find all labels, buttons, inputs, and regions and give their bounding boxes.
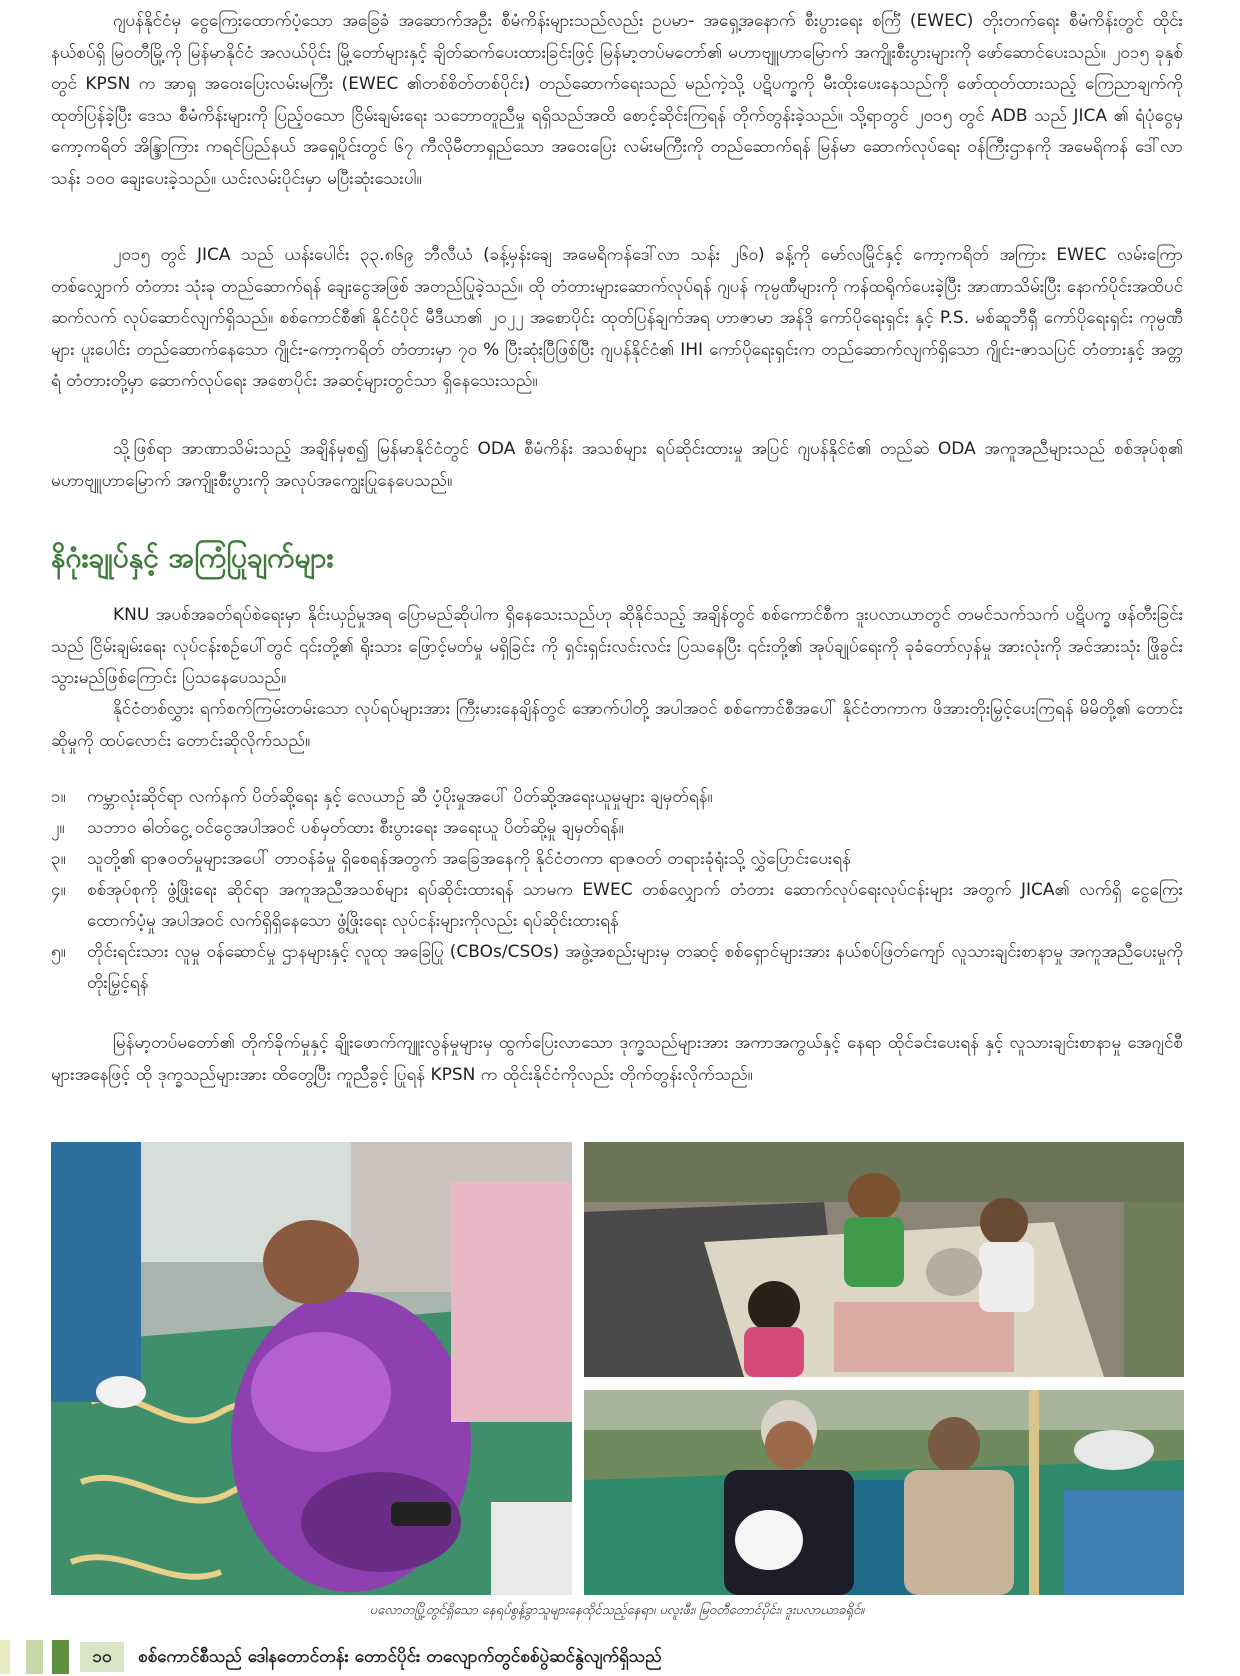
list-item [51,782,1183,813]
list-item [51,844,1183,875]
children-on-tarp-photo [584,1142,1184,1377]
list-item-text: စစ်အုပ်စုကို ဖွံ့ဖြိုးရေး ဆိုင်ရာ အကူအညီအသစ်များ ရပ်ဆိုင်းထားရန် သာမက EWEC တစ်လျှောက် တံတား ဆောက်လုပ်ရေးလုပ်ငန်းများ အတွက် JICA၏ လက်ရှိ ငွေကြေးထောက်ပံ့မှု အပါအဝင် လက်ရှိရှိနေသော ဖွံ့ဖြိုးရေး လုပ်ငန်းများကိုလည်း ရပ်ဆိုင်းထားရန် [87,880,1183,931]
elderly-couple-image [584,1390,1184,1595]
footer-bar-light [0,1640,10,1674]
paragraph-jica-bridges: ၂၀၁၅ တွင် JICA သည် ယန်းပေါင်း ၃၃.၈၆၉ ဘီလီယံ (ခန့်မှန်းချေ အမေရိကန်ဒေါ်လာ သန်း ၂၆၀) ခန့်ကို မော်လမြိုင်နှင့် ကော့ကရိတ် အကြား EWEC လမ်းကြော တစ်လျှောက် တံတား သုံးခု တည်ဆောက်ရန် ချေးငွေအဖြစ် အတည်ပြုခဲ့သည်။ ထို တံတားများဆောက်လုပ်ရန် ဂျပန် ကုမ္ပဏီများကို ကန်ထရိုက်ပေးခဲ့ပြီး အာဏာသိမ်းပြီး နောက်ပိုင်းအထိပင် ဆက်လက် လုပ်ဆောင်လျက်ရှိသည်။ စစ်ကောင်စီ၏ နိုင်ငံပိုင် မီဒီယာ၏ ၂၀၂၂ အစောပိုင်း ထုတ်ပြန်ချက်အရ ဟာဇာမာ အန်ဒို ကော်ပိုရေးရှင်း နှင့် P.S. မစ်ဆူဘီရှီ ကော်ပိုရေးရှင်း ကုမ္ပဏီများ ပူးပေါင်း တည်ဆောက်နေသော ဂျိုင်း-ကော့ကရိတ် တံတားမှာ ၇၀ % ပြီးဆုံးပြီဖြစ်ပြီး ဂျပန်နိုင်ငံ၏ IHI ကော်ပိုရေးရှင်းက တည်ဆောက်လျက်ရှိသော ဂျိုင်း-ဇာသပြင် တံတားနှင့် အတ္တရံ တံတားတို့မှာ ဆောက်လုပ်ရေး အစောပိုင်း အဆင့်များတွင်သာ ရှိနေသေးသည်။ [51,245,1183,391]
demands-list [51,782,1183,999]
footer-bar-dark [52,1640,69,1674]
paragraph-thailand-appeal: မြန်မာ့တပ်မတော်၏ တိုက်ခိုက်မှုနှင့် ချိုးဖောက်ကျူးလွန်မှုများမှ ထွက်ပြေးလာသော ဒုက္ခသည်များအား အကာအကွယ်နှင့် နေရာ ထိုင်ခင်းပေးရန် နှင့် လူသားချင်းစာနာမှု အေဂျင်စီများအနေဖြင့် ထို ဒုက္ခသည်များအား ထိတွေ့ပြီး ကူညီခွင့် ပြုရန် KPSN က ထိုင်းနိုင်ငံကိုလည်း တိုက်တွန်းလိုက်သည်။ [51,1033,1183,1085]
list-item-text: သူတို့၏ ရာဇဝတ်မှုများအပေါ် တာဝန်ခံမှု ရှိစေရန်အတွက် အခြေအနေကို နိုင်ငံတကာ ရာဇဝတ် တရားခုံရုံးသို့ လွှဲပြောင်းပေးရန် [87,849,851,869]
footer-bar-mid [26,1640,43,1674]
list-item-text: ကမ္ဘာလုံးဆိုင်ရာ လက်နက် ပိတ်ဆို့ရေး နှင့် လေယာဉ် ဆီ ပံ့ပိုးမှုအပေါ် ပိတ်ဆို့အရေးယူမှုများ ချမှတ်ရန်။ [87,787,713,807]
paragraph-knu-ceasefire: KNU အပစ်အခတ်ရပ်စဲရေးမှာ နိုင်းယှဉ်မှုအရ ပြောမည်ဆိုပါက ရှိနေသေးသည်ဟု ဆိုနိုင်သည့် အချိန်တွင် စစ်ကောင်စီက ဒူးပလာယာတွင် တမင်သက်သက် ပဋိပက္ခ ဖန်တီးခြင်းသည် ငြိမ်းချမ်းရေး လုပ်ငန်းစဉ်ပေါ်တွင် ၎င်းတို့၏ ရိုးသား ဖြောင့်မတ်မှု မရှိခြင်း ကို ရှင်းရှင်းလင်းလင်း ပြသနေပြီး ၎င်းတို့၏ အုပ်ချုပ်ရေးကို ခုခံတော်လှန်မှု အားလုံးကို အင်အားသုံး ဖြိုခွင်းသွားမည်ဖြစ်ကြောင်း ပြသနေပေသည်။ [51,605,1183,688]
page-number: ၁၀ [80,1642,124,1672]
photo-caption: ပလောတပြို့တွင်ရှိသော နေရပ်စွန့်ခွာသူများနေထိုင်သည့်နေရာ၊ ပလူးဖီး၊ မြဝတီတောင်ပိုင်း၊ ဒူးပလာယာခရိုင်။ [369,1603,865,1618]
medical-care-image [51,1142,572,1595]
list-item-number: ၂။ [51,818,65,838]
footer-title: စစ်ကောင်စီသည် ဒေါနတောင်တန်း တောင်ပိုင်း တလျောက်တွင်စစ်ပွဲဆင်နွဲလျက်ရှိသည် [138,1647,662,1667]
page-footer [0,1636,1240,1676]
list-item [51,813,1183,844]
list-item-number: ၅။ [51,942,66,962]
list-item [51,875,1183,937]
section-heading-conclusion: နိဂုံးချုပ်နှင့် အကြံပြုချက်များ [51,541,334,574]
paragraph-demands-intro: နိုင်ငံတစ်လွှား ရက်စက်ကြမ်းတမ်းသော လုပ်ရပ်များအား ကြီးမားနေချိန်တွင် အောက်ပါတို့ အပါအဝင် စစ်ကောင်စီအပေါ် နိုင်ငံတကာက ဖိအားတိုးမြှင့်ပေးကြရန် မိမိတို့၏ တောင်းဆိုမှုကို ထပ်လောင်း တောင်းဆိုလိုက်သည်။ [51,699,1183,751]
list-item-number: ၁။ [51,787,66,807]
list-item-text: တိုင်းရင်းသား လူမှု ဝန်ဆောင်မှု ဌာနများနှင့် လူထု အခြေပြု (CBOs/CSOs) အဖွဲ့အစည်းများမှ တဆင့် စစ်ရှောင်များအား နယ်စပ်ဖြတ်ကျော် လူသားချင်းစာနာမှု အကူအညီပေးမှုကို တိုးမြှင့်ရန် [87,942,1183,993]
list-item-number: ၃။ [51,849,66,869]
list-item [51,937,1183,999]
elderly-couple-photo [584,1390,1184,1595]
children-on-tarp-image [584,1142,1184,1377]
paragraph-oda-summary: သို့ဖြစ်ရာ အာဏာသိမ်းသည့် အချိန်မှစ၍ မြန်မာနိုင်ငံတွင် ODA စီမံကိန်း အသစ်များ ရပ်ဆိုင်းထားမှု အပြင် ဂျပန်နိုင်ငံ၏ တည်ဆဲ ODA အကူအညီများသည် စစ်အုပ်စု၏ မဟာဗျူဟာမြောက် အကျိုးစီးပွားကို အလုပ်အကျွေးပြုနေပေသည်။ [51,439,1183,491]
list-item-number: ၄။ [51,880,66,900]
list-item-text: သဘာဝ ဓါတ်ငွေ့ ဝင်ငွေအပါအဝင် ပစ်မှတ်ထား စီးပွားရေး အရေးယူ ပိတ်ဆို့မှု ချမှတ်ရန်။ [87,818,624,838]
paragraph-ewec-infrastructure: ဂျပန်နိုင်ငံမှ ငွေကြေးထောက်ပံ့သော အခြေခံ အဆောက်အဦး စီမံကိန်းများသည်လည်း ဥပမာ- အရှေ့အနောက် စီးပွားရေး စင်္ကြံ (EWEC) တိုးတက်ရေး စီမံကိန်းတွင် ထိုင်းနယ်စပ်ရှိ မြဝတီမြို့ကို မြန်မာနိုင်ငံ အလယ်ပိုင်း မြို့တော်များနှင့် ချိတ်ဆက်ပေးထားခြင်းဖြင့် မြန်မာ့တပ်မတော်၏ မဟာဗျူဟာမြောက် အကျိုးစီးပွားများကို ဖော်ဆောင်ပေးသည်။ ၂၀၁၅ ခုနှစ်တွင် KPSN က အာရှ အဝေးပြေးလမ်းမကြီး (EWEC ၏တစ်စိတ်တစ်ပိုင်း) တည်ဆောက်ရေးသည် မည်ကဲ့သို့ ပဋိပက္ခကို မီးထိုးပေးနေသည်ကို ဖော်ထုတ်ထားသည့် ကြေညာချက်ကို ထုတ်ပြန်ခဲ့ပြီး ဒေသ စီမံကိန်းများကို ပြည့်ဝသော ငြိမ်းချမ်းရေး သဘောတူညီမှု ရရှိသည်အထိ စောင့်ဆိုင်းကြရန် တိုက်တွန်းခဲ့သည်။ သို့ရာတွင် ၂၀၁၅ တွင် ADB သည် JICA ၏ ရံပုံငွေမှ ကော့ကရိတ် အိန္ဒြာကြား ကရင်ပြည်နယ် အရှေ့ပိုင်းတွင် ၆၇ ကီလိုမီတာရှည်သော အဝေးပြေး လမ်းမကြီးကို တည်ဆောက်ရန် မြန်မာ ဆောက်လုပ်ရေး ဝန်ကြီးဌာနကို အမေရိကန် ဒေါ်လာ သန်း ၁၀၀ ချေးပေးခဲ့သည်။ ယင်းလမ်းပိုင်းမှာ မပြီးဆုံးသေးပါ။ [51,11,1183,189]
medical-care-photo [51,1142,572,1595]
